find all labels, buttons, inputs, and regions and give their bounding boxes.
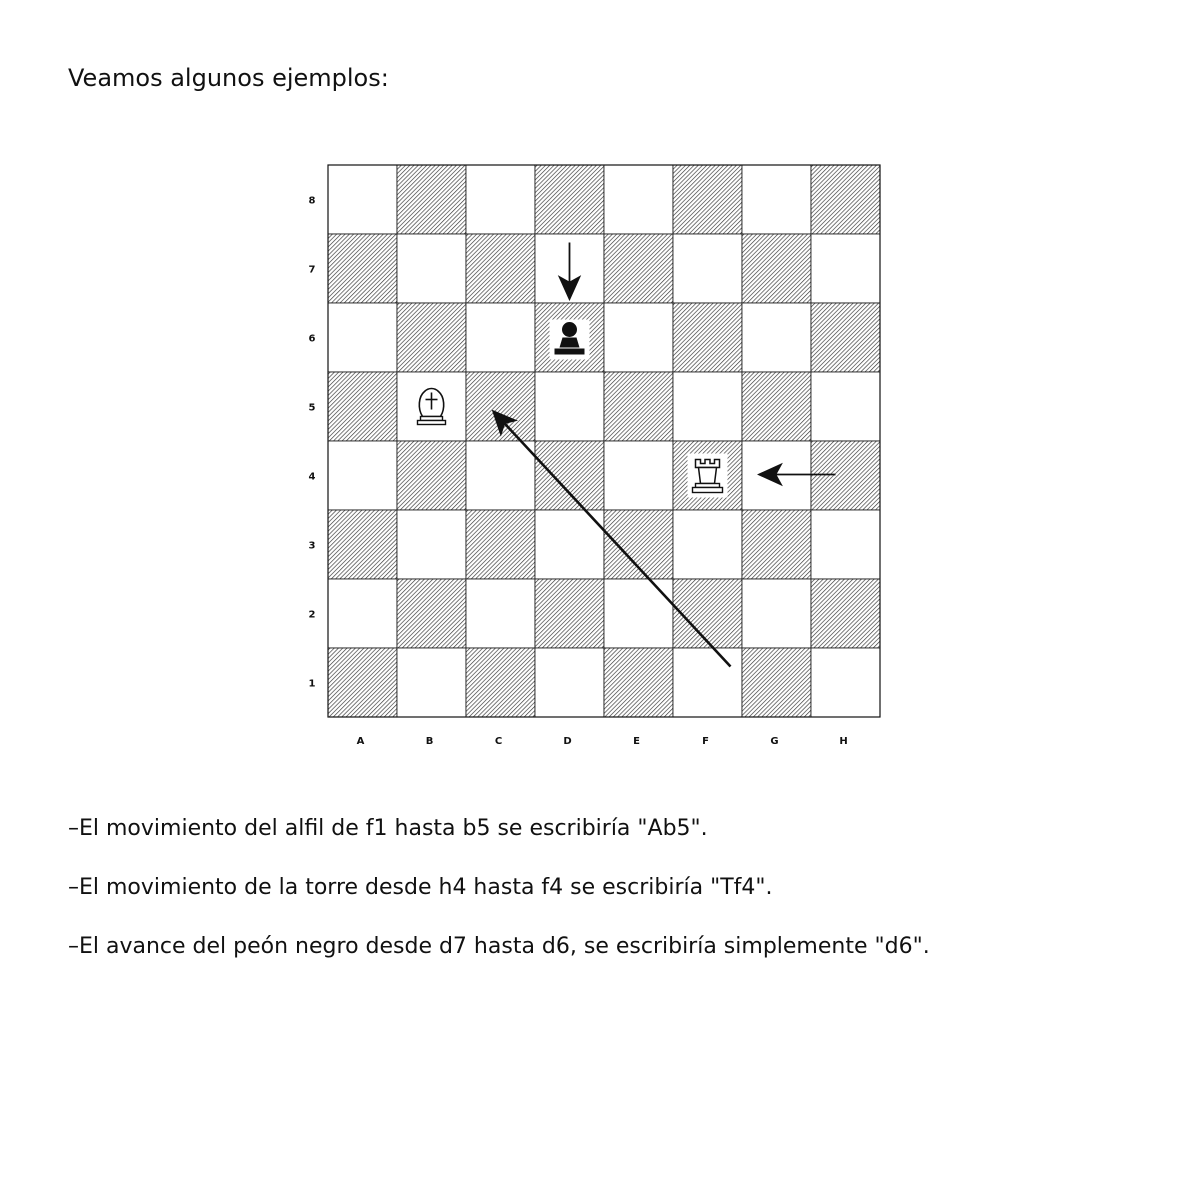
rank-label-3: 3	[308, 540, 316, 552]
square-g3	[742, 510, 811, 579]
square-c4	[466, 441, 535, 510]
square-f8	[673, 165, 742, 234]
square-e8	[604, 165, 673, 234]
square-e4	[604, 441, 673, 510]
square-g1	[742, 648, 811, 717]
file-label-d: D	[563, 736, 572, 747]
square-h2	[811, 579, 880, 648]
square-f6	[673, 303, 742, 372]
square-c5	[466, 372, 535, 441]
square-e7	[604, 234, 673, 303]
square-g5	[742, 372, 811, 441]
square-d4	[535, 441, 604, 510]
square-e6	[604, 303, 673, 372]
rank-label-4: 4	[308, 471, 316, 483]
square-g6	[742, 303, 811, 372]
rank-label-8: 8	[308, 195, 316, 207]
square-b1	[397, 648, 466, 717]
square-f2	[673, 579, 742, 648]
pawn-icon	[550, 320, 590, 360]
rank-label-5: 5	[308, 402, 316, 414]
file-label-b: B	[425, 736, 434, 747]
square-d1	[535, 648, 604, 717]
square-f1	[673, 648, 742, 717]
rank-label-1: 1	[308, 678, 316, 690]
rank-label-6: 6	[308, 333, 316, 345]
square-a8	[328, 165, 397, 234]
file-label-c: C	[494, 736, 503, 747]
square-b7	[397, 234, 466, 303]
square-b4	[397, 441, 466, 510]
rank-label-2: 2	[308, 609, 316, 621]
rook-icon	[688, 454, 728, 498]
square-e5	[604, 372, 673, 441]
square-c2	[466, 579, 535, 648]
bishop-icon	[412, 385, 452, 429]
note-pawn-move: –El avance del peón negro desde d7 hasta d6, se escribiría simplemente "d6".	[68, 934, 930, 959]
square-g7	[742, 234, 811, 303]
square-b3	[397, 510, 466, 579]
square-c8	[466, 165, 535, 234]
square-a1	[328, 648, 397, 717]
square-a6	[328, 303, 397, 372]
square-e1	[604, 648, 673, 717]
square-c1	[466, 648, 535, 717]
square-h6	[811, 303, 880, 372]
square-a7	[328, 234, 397, 303]
file-label-f: F	[702, 736, 709, 747]
file-label-a: A	[356, 736, 365, 747]
chess-diagram	[300, 160, 900, 760]
square-a3	[328, 510, 397, 579]
square-c7	[466, 234, 535, 303]
square-a5	[328, 372, 397, 441]
square-g2	[742, 579, 811, 648]
square-b8	[397, 165, 466, 234]
square-c3	[466, 510, 535, 579]
square-e2	[604, 579, 673, 648]
intro-text: Veamos algunos ejemplos:	[68, 64, 389, 92]
rank-label-7: 7	[308, 264, 316, 276]
file-label-h: H	[839, 736, 848, 747]
note-bishop-move: –El movimiento del alfil de f1 hasta b5 se escribiría "Ab5".	[68, 816, 708, 841]
square-f5	[673, 372, 742, 441]
square-a4	[328, 441, 397, 510]
square-h5	[811, 372, 880, 441]
square-h1	[811, 648, 880, 717]
square-h7	[811, 234, 880, 303]
square-b6	[397, 303, 466, 372]
square-d2	[535, 579, 604, 648]
notation-examples	[68, 814, 1168, 991]
square-g8	[742, 165, 811, 234]
note-rook-move: –El movimiento de la torre desde h4 hasta f4 se escribiría "Tf4".	[68, 875, 773, 900]
square-d5	[535, 372, 604, 441]
square-h8	[811, 165, 880, 234]
square-f3	[673, 510, 742, 579]
square-h4	[811, 441, 880, 510]
square-c6	[466, 303, 535, 372]
file-label-g: G	[770, 736, 779, 747]
square-b2	[397, 579, 466, 648]
square-d8	[535, 165, 604, 234]
square-a2	[328, 579, 397, 648]
square-f7	[673, 234, 742, 303]
square-h3	[811, 510, 880, 579]
square-g4	[742, 441, 811, 510]
file-label-e: E	[633, 736, 640, 747]
